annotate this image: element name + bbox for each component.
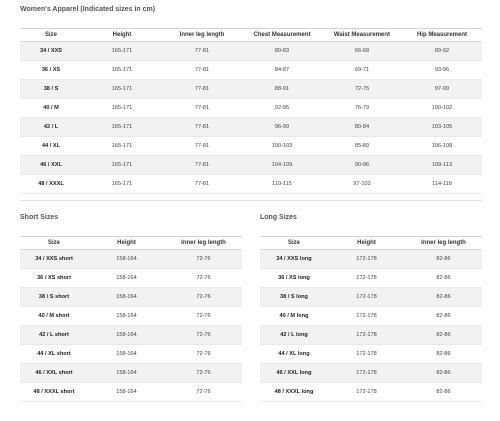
- chest-cell: 96-99: [242, 118, 322, 137]
- main-header-row: [20, 29, 482, 42]
- size-cell: 48 / XXXL long: [260, 383, 328, 402]
- height-cell: 158-164: [88, 345, 165, 364]
- size-cell: 38 / S: [20, 80, 82, 99]
- chest-cell: 84-87: [242, 61, 322, 80]
- hip-cell: 103-105: [402, 118, 482, 137]
- inner-leg-cell: 77-81: [162, 80, 242, 99]
- hip-cell: 89-92: [402, 42, 482, 61]
- size-cell: 36 / XS long: [260, 269, 328, 288]
- short-size-table: [20, 236, 242, 402]
- inner-leg-cell: 72-76: [165, 326, 242, 345]
- waist-cell: 80-84: [322, 118, 402, 137]
- main-header-height: Height: [82, 29, 162, 42]
- main-header-size: Size: [20, 29, 82, 42]
- chest-cell: 104-109: [242, 156, 322, 175]
- inner-leg-cell: 72-76: [165, 288, 242, 307]
- short-sizes-title: Short Sizes: [20, 214, 59, 221]
- table-row: [20, 156, 482, 175]
- size-cell: 40 / M long: [260, 307, 328, 326]
- inner-leg-cell: 82-86: [405, 269, 482, 288]
- height-cell: 172-178: [328, 269, 405, 288]
- table-row: [20, 175, 482, 194]
- long-header-row: [260, 237, 482, 250]
- main-header-waist: Waist Measurement: [322, 29, 402, 42]
- table-row: [20, 307, 242, 326]
- height-cell: 172-178: [328, 326, 405, 345]
- size-cell: 34 / XXS short: [20, 250, 88, 269]
- table-row: [260, 307, 482, 326]
- table-row: [20, 345, 242, 364]
- table-row: [260, 345, 482, 364]
- height-cell: 172-178: [328, 250, 405, 269]
- main-table-title: Women's Apparel (Indicated sizes in cm): [20, 6, 156, 13]
- height-cell: 158-164: [88, 269, 165, 288]
- inner-leg-cell: 77-81: [162, 99, 242, 118]
- inner-leg-cell: 82-86: [405, 364, 482, 383]
- height-cell: 165-171: [82, 42, 162, 61]
- chest-cell: 92-95: [242, 99, 322, 118]
- table-row: [20, 250, 242, 269]
- short-header-size: Size: [20, 237, 88, 250]
- inner-leg-cell: 82-86: [405, 326, 482, 345]
- long-header-height: Height: [328, 237, 405, 250]
- inner-leg-cell: 72-76: [165, 307, 242, 326]
- inner-leg-cell: 72-76: [165, 269, 242, 288]
- table-row: [260, 326, 482, 345]
- section-divider: [20, 200, 482, 201]
- inner-leg-cell: 77-81: [162, 156, 242, 175]
- height-cell: 158-164: [88, 288, 165, 307]
- long-header-size: Size: [260, 237, 328, 250]
- hip-cell: 109-113: [402, 156, 482, 175]
- size-cell: 36 / XS short: [20, 269, 88, 288]
- chest-cell: 88-91: [242, 80, 322, 99]
- short-header-inner-leg: Inner leg length: [165, 237, 242, 250]
- height-cell: 165-171: [82, 118, 162, 137]
- chest-cell: 80-83: [242, 42, 322, 61]
- height-cell: 165-171: [82, 99, 162, 118]
- height-cell: 172-178: [328, 288, 405, 307]
- height-cell: 165-171: [82, 156, 162, 175]
- waist-cell: 66-68: [322, 42, 402, 61]
- height-cell: 165-171: [82, 137, 162, 156]
- table-row: [20, 269, 242, 288]
- size-cell: 40 / M: [20, 99, 82, 118]
- height-cell: 158-164: [88, 326, 165, 345]
- inner-leg-cell: 82-86: [405, 250, 482, 269]
- inner-leg-cell: 82-86: [405, 307, 482, 326]
- waist-cell: 76-79: [322, 99, 402, 118]
- table-row: [20, 99, 482, 118]
- table-row: [20, 383, 242, 402]
- height-cell: 158-164: [88, 383, 165, 402]
- hip-cell: 100-102: [402, 99, 482, 118]
- height-cell: 165-171: [82, 80, 162, 99]
- size-cell: 46 / XXL: [20, 156, 82, 175]
- table-row: [20, 61, 482, 80]
- height-cell: 172-178: [328, 345, 405, 364]
- inner-leg-cell: 72-76: [165, 364, 242, 383]
- size-cell: 34 / XXS: [20, 42, 82, 61]
- inner-leg-cell: 82-86: [405, 288, 482, 307]
- inner-leg-cell: 77-81: [162, 137, 242, 156]
- inner-leg-cell: 77-81: [162, 42, 242, 61]
- table-row: [20, 288, 242, 307]
- hip-cell: 97-99: [402, 80, 482, 99]
- inner-leg-cell: 72-76: [165, 383, 242, 402]
- inner-leg-cell: 77-81: [162, 118, 242, 137]
- table-row: [20, 137, 482, 156]
- size-cell: 46 / XXL short: [20, 364, 88, 383]
- height-cell: 158-164: [88, 250, 165, 269]
- table-row: [260, 269, 482, 288]
- hip-cell: 114-118: [402, 175, 482, 194]
- inner-leg-cell: 72-76: [165, 345, 242, 364]
- table-row: [20, 326, 242, 345]
- height-cell: 172-178: [328, 364, 405, 383]
- size-cell: 44 / XL long: [260, 345, 328, 364]
- height-cell: 172-178: [328, 383, 405, 402]
- table-row: [260, 250, 482, 269]
- inner-leg-cell: 77-81: [162, 61, 242, 80]
- height-cell: 172-178: [328, 307, 405, 326]
- size-cell: 48 / XXXL short: [20, 383, 88, 402]
- waist-cell: 69-71: [322, 61, 402, 80]
- size-cell: 42 / L short: [20, 326, 88, 345]
- height-cell: 165-171: [82, 175, 162, 194]
- height-cell: 158-164: [88, 307, 165, 326]
- table-row: [20, 118, 482, 137]
- table-row: [20, 42, 482, 61]
- main-size-table: [20, 28, 482, 194]
- waist-cell: 85-89: [322, 137, 402, 156]
- chest-cell: 100-103: [242, 137, 322, 156]
- long-sizes-title: Long Sizes: [260, 214, 297, 221]
- height-cell: 158-164: [88, 364, 165, 383]
- chest-cell: 110-115: [242, 175, 322, 194]
- inner-leg-cell: 77-81: [162, 175, 242, 194]
- size-cell: 34 / XXS long: [260, 250, 328, 269]
- table-row: [20, 364, 242, 383]
- size-cell: 44 / XL: [20, 137, 82, 156]
- table-row: [260, 383, 482, 402]
- long-header-inner-leg: Inner leg length: [405, 237, 482, 250]
- table-row: [20, 80, 482, 99]
- short-header-row: [20, 237, 242, 250]
- size-cell: 48 / XXXL: [20, 175, 82, 194]
- main-header-chest: Chest Measurement: [242, 29, 322, 42]
- size-cell: 40 / M short: [20, 307, 88, 326]
- inner-leg-cell: 82-86: [405, 345, 482, 364]
- short-header-height: Height: [88, 237, 165, 250]
- table-row: [260, 288, 482, 307]
- size-cell: 42 / L: [20, 118, 82, 137]
- hip-cell: 93-96: [402, 61, 482, 80]
- main-header-inner-leg: Inner leg length: [162, 29, 242, 42]
- hip-cell: 106-108: [402, 137, 482, 156]
- main-header-hip: Hip Measurement: [402, 29, 482, 42]
- size-cell: 44 / XL short: [20, 345, 88, 364]
- size-cell: 42 / L long: [260, 326, 328, 345]
- size-cell: 38 / S long: [260, 288, 328, 307]
- size-cell: 46 / XXL long: [260, 364, 328, 383]
- height-cell: 165-171: [82, 61, 162, 80]
- waist-cell: 97-102: [322, 175, 402, 194]
- waist-cell: 90-96: [322, 156, 402, 175]
- waist-cell: 72-75: [322, 80, 402, 99]
- inner-leg-cell: 82-86: [405, 383, 482, 402]
- inner-leg-cell: 72-76: [165, 250, 242, 269]
- long-size-table: [260, 236, 482, 402]
- size-cell: 36 / XS: [20, 61, 82, 80]
- table-row: [260, 364, 482, 383]
- size-cell: 38 / S short: [20, 288, 88, 307]
